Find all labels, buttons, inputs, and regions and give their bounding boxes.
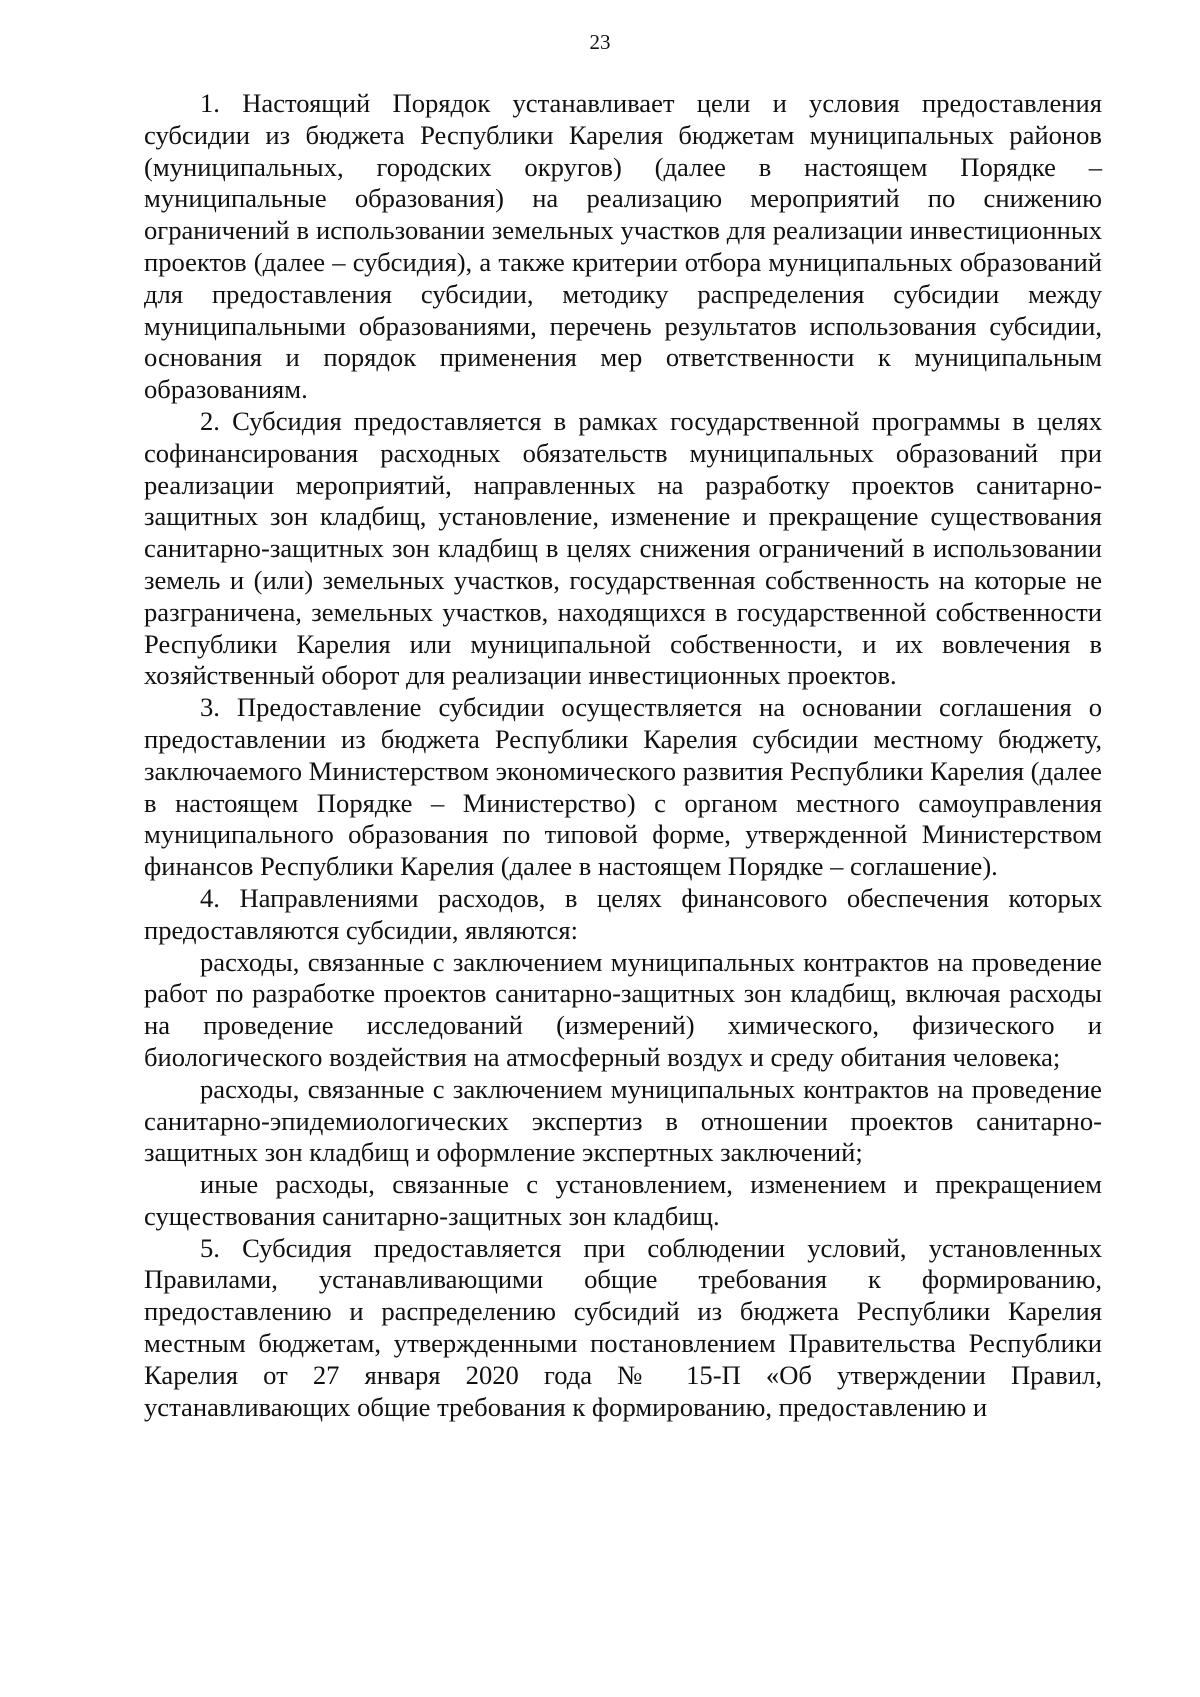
document-body	[144, 88, 1102, 1423]
paragraph-4-item-2: расходы, связанные с заключением муниципальных контрактов на проведение санитарно-эпидемиологических экспертиз в отношении проектов санитарно-защитных зон кладбищ и оформление экспертных заключений;	[144, 1073, 1102, 1168]
paragraph-4: 4. Направлениями расходов, в целях финансового обеспечения которых предоставляются субсидии, являются:	[144, 882, 1102, 945]
paragraph-3: 3. Предоставление субсидии осуществляется на основании соглашения о предоставлении из бюджета Республики Карелия субсидии местному бюджету, заключаемого Министерством экономического развития Республики Карелия (далее в настоящем Порядке – Министерство) с органом местного самоуправления муниципального образования по типовой форме, утвержденной Министерством финансов Республики Карелия (далее в настоящем Порядке – соглашение).	[144, 692, 1102, 882]
paragraph-4-item-1: расходы, связанные с заключением муниципальных контрактов на проведение работ по разработке проектов санитарно-защитных зон кладбищ, включая расходы на проведение исследований (измерений) химического, физического и биологического воздействия на атмосферный воздух и среду обитания человека;	[144, 946, 1102, 1072]
paragraph-5: 5. Субсидия предоставляется при соблюдении условий, установленных Правилами, устанавливающими общие требования к формированию, предоставлению и распределению субсидий из бюджета Республики Карелия местным бюджетам, утвержденными постановлением Правительства Республики Карелия от 27 января 2020 года № 15-П «Об утверждении Правил, устанавливающих общие требования к формированию, предоставлению и	[144, 1232, 1102, 1422]
paragraph-4-item-3: иные расходы, связанные с установлением, изменением и прекращением существования санитарно-защитных зон кладбищ.	[144, 1169, 1102, 1231]
paragraph-2: 2. Субсидия предоставляется в рамках государственной программы в целях софинансирования расходных обязательств муниципальных образований при реализации мероприятий, направленных на разработку проектов санитарно-защитных зон кладбищ, установление, изменение и прекращение существования санитарно-защитных зон кладбищ в целях снижения ограничений в использовании земель и (или) земельных участков, государственная собственность на которые не разграничена, земельных участков, находящихся в государственной собственности Республики Карелия или муниципальной собственности, и их вовлечения в хозяйственный оборот для реализации инвестиционных проектов.	[144, 405, 1102, 691]
paragraph-1: 1. Настоящий Порядок устанавливает цели и условия предоставления субсидии из бюджета Республики Карелия бюджетам муниципальных районов (муниципальных, городских округов) (далее в настоящем Порядке – муниципальные образования) на реализацию мероприятий по снижению ограничений в использовании земельных участков для реализации инвестиционных проектов (далее – субсидия), а также критерии отбора муниципальных образований для предоставления субсидии, методику распределения субсидии между муниципальными образованиями, перечень результатов использования субсидии, основания и порядок применения мер ответственности к муниципальным образованиям.	[144, 88, 1102, 405]
page-number: 23	[589, 30, 611, 54]
